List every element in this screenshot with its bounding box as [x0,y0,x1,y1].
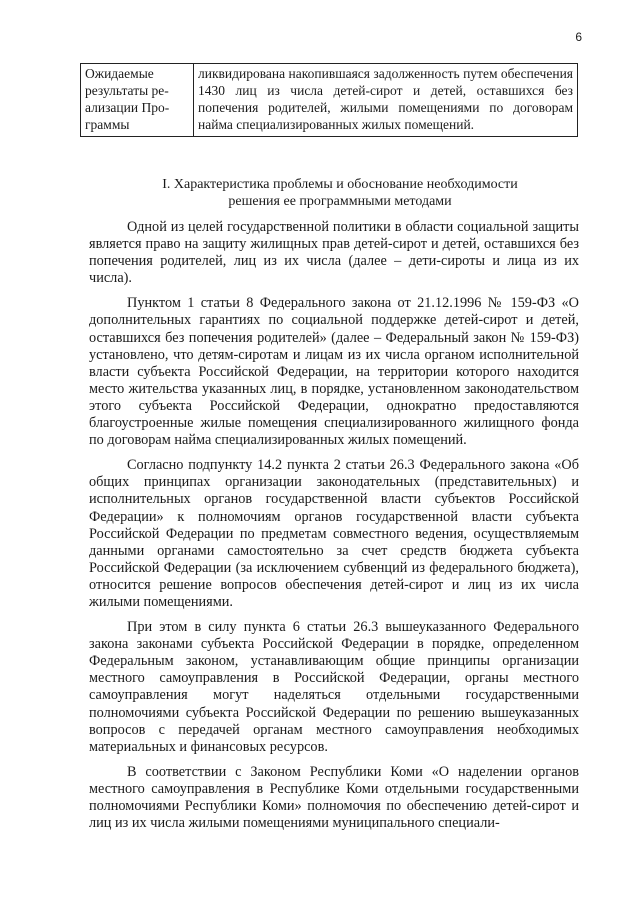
body-text [89,219,579,832]
table-row [81,64,578,137]
section-title-line: I. Характеристика проблемы и обоснование необходимости [162,177,518,192]
table-value-cell: ликвидирована накопившаяся задолженность путем обеспечения 1430 лиц из числа детей-сирот и детей, оставшихся без попечения родителей, жилыми помещениями по договорам найма специализированных жилых помещений. [194,64,578,137]
section-title [100,176,580,210]
paragraph: Согласно подпункту 14.2 пункта 2 статьи 26.3 Федерального закона «Об общих принципах организации законодательных (представительных) и исполнительных органов государственной власти субъектов Российской Федерации» к полномочиям органов государственной власти субъекта Российской Федерации по предметам совместного ведения, осуществляемым данными органами самостоятельно за счет средств бюджета субъекта Российской Федерации (за исключением субвенций из федерального бюджета), относится решение вопросов обеспечения детей-сирот и лиц из их числа жилыми помещениями. [89,457,579,610]
paragraph: Пунктом 1 статьи 8 Федерального закона от 21.12.1996 № 159-ФЗ «О дополнительных гарантиях по социальной поддержке детей-сирот и детей, оставшихся без попечения родителей» (далее – Федеральный закон № 159-ФЗ) установлено, что детям-сиротам и лицам из их числа органом исполнительной власти субъекта Российской Федерации, на территории которого находится место жительства указанных лиц, в порядке, установленном законодательством этого субъекта Российской Федерации, однократно предоставляются благоустроенные жилые помещения специализированного жилищного фонда по договорам найма специализированных жилых помещений. [89,295,579,449]
paragraph: В соответствии с Законом Республики Коми «О наделении органов местного самоуправления в Республике Коми отдельными государственными полномочиями Республики Коми» полномочия по обеспечению детей-сирот и лиц из их числа жилыми помещениями муниципального специали- [89,763,579,832]
section-title-line: решения ее программными методами [228,194,452,209]
summary-table [80,63,578,137]
paragraph: Одной из целей государственной политики в области социальной защиты является право на защиту жилищных прав детей-сирот и детей, оставшихся без попечения родителей, лиц из их числа (далее – дети-сироты и лица из их числа). [89,219,579,287]
paragraph: При этом в силу пункта 6 статьи 26.3 вышеуказанного Федерального закона законами субъекта Российской Федерации в порядке, определенном Федеральным законом, устанавливающим общие принципы организации местного самоуправления в Российской Федерации, органы местного самоуправления могут наделяться отдельными государственными полномочиями субъекта Российской Федерации по решению вышеуказанных вопросов с передачей органам местного самоуправления необходимых материальных и финансовых ресурсов. [89,619,579,755]
page-number: 6 [575,30,582,44]
table-label-cell: Ожидаемые результаты реализации Программы [81,64,194,137]
